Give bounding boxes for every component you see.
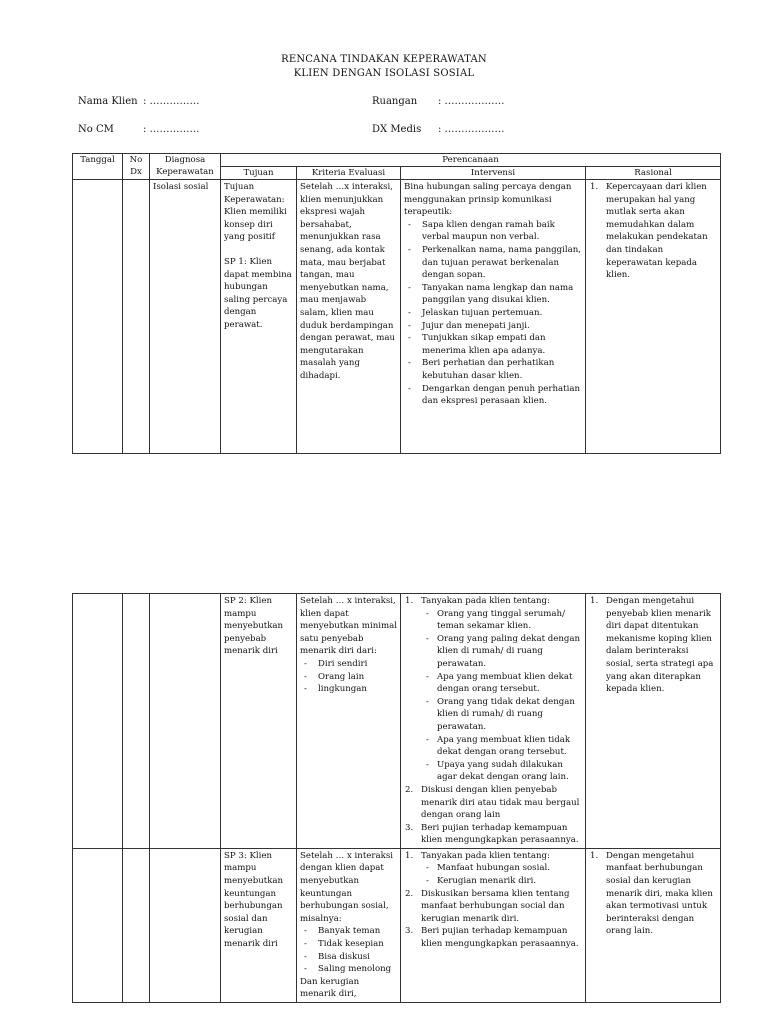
list-item: - Tanyakan nama lengkap dan nama panggilan yang disukai klien. [404, 282, 582, 307]
list-item: - Dengarkan dengan penuh perhatian dan ekspresi perasaan klien. [404, 383, 582, 408]
col-no-dx: No Dx [123, 154, 150, 180]
list-item: - Manfaat hubungan sosial. [423, 862, 582, 875]
no-cm-label: No CM [78, 124, 114, 135]
list-item: - Perkenalkan nama, nama panggilan, dan tujuan perawat berkenalan dengan sopan. [404, 244, 582, 282]
list-item: - Diri sendiri [300, 658, 397, 671]
care-plan-table-top [72, 153, 721, 454]
cell-intervensi [401, 594, 586, 849]
list-item: 3. Beri pujian terhadap kemampuan klien mengungkapkan perasaannya. [404, 925, 582, 950]
list-item: - Saling menolong [300, 963, 397, 976]
kriteria-intro: Setelah … x interaksi, klien dapat menyebutkan minimal satu penyebab menarik diri dari: [300, 596, 397, 657]
list-item: - Kerugian menarik diri. [423, 875, 582, 888]
col-intervensi: Intervensi [401, 167, 586, 180]
list-item: - Apa yang membuat klien dekat dengan orang tersebut. [423, 671, 582, 696]
tujuan-sp1: SP 1: Klien dapat membina hubungan saling percaya dengan perawat. [224, 256, 292, 330]
document-title: RENCANA TINDAKAN KEPERAWATAN [281, 54, 487, 65]
list-item: - Apa yang membuat klien tidak dekat dengan orang tersebut. [423, 734, 582, 759]
list-item: - Orang yang paling dekat dengan klien di rumah/ di ruang perawatan. [423, 633, 582, 671]
ruangan-label: Ruangan [372, 96, 418, 107]
cell-diagnosa [150, 848, 221, 1002]
list-item: - Tidak kesepian [300, 938, 397, 951]
list-item: 1. Dengan mengetahui penyebab klien menarik diri dapat ditentukan mekanisme koping klien dalam berinteraksi sosial, serta strategi apa yang akan diterapkan kepada klien. [589, 595, 717, 696]
list-item: 3. Beri pujian terhadap kemampuan klien mengungkapkan perasaannya. [404, 822, 582, 847]
cell-no-dx [123, 594, 150, 849]
list-item: - Orang lain [300, 671, 397, 684]
list-item: - Jujur dan menepati janji. [404, 320, 582, 333]
cell-no-dx [123, 180, 150, 454]
document-subtitle: KLIEN DENGAN ISOLASI SOSIAL [293, 68, 475, 79]
cell-diagnosa: Isolasi sosial [150, 180, 221, 454]
care-plan-table-bottom [72, 593, 721, 1003]
list-item: - Sapa klien dengan ramah baik verbal maupun non verbal. [404, 219, 582, 244]
no-cm-value: : …………… [143, 124, 200, 135]
cell-intervensi [401, 180, 586, 454]
list-item: 1. Kepercayaan dari klien merupakan hal yang mutlak serta akan memudahkan dalam melakukan pendekatan dan tindakan keperawatan kepada klien. [589, 181, 717, 282]
dx-medis-label: DX Medis [372, 124, 422, 135]
nama-klien-label: Nama Klien [78, 96, 138, 107]
list-item: 2. Diskusikan bersama klien tentang manfaat berhubungan social dan kerugian menarik diri. [404, 888, 582, 926]
cell-tujuan: SP 3: Klien mampu menyebutkan keuntungan berhubungan sosial dan kerugian menarik diri [221, 848, 297, 1002]
col-kriteria: Kriteria Evaluasi [297, 167, 401, 180]
tujuan-keperawatan: Tujuan Keperawatan: Klien memiliki konsep diri yang positif [224, 182, 287, 243]
cell-kriteria [297, 848, 401, 1002]
nama-klien-value: : …………… [143, 96, 200, 107]
list-item: - Tunjukkan sikap empati dan menerima klien apa adanya. [404, 332, 582, 357]
cell-rasional [586, 594, 721, 849]
list-item: - Orang yang tidak dekat dengan klien di rumah/ di ruang perawatan. [423, 696, 582, 734]
table-row [73, 594, 721, 849]
list-item: 1. Tanyakan pada klien tentang: - Manfaat hubungan sosial. - Kerugian menarik diri. [404, 850, 582, 888]
list-item: 1. Tanyakan pada klien tentang: - Orang yang tinggal serumah/ teman sekamar klien. - Orang yang paling dekat dengan klien di rumah/ di ruang perawatan. - Apa yang membuat klien dekat dengan orang tersebut. - Orang yang tidak dekat dengan klien di rumah/ di ruang perawatan. - Apa yang membuat klien tidak dekat dengan orang tersebut. - Upaya yang sudah dilakukan agar dekat dengan orang lain. [404, 595, 582, 784]
cell-tanggal [73, 180, 123, 454]
col-rasional: Rasional [586, 167, 721, 180]
list-item: - Jelaskan tujuan pertemuan. [404, 307, 582, 320]
cell-rasional [586, 180, 721, 454]
cell-kriteria [297, 594, 401, 849]
list-item: - Banyak teman [300, 925, 397, 938]
intervensi-intro: Bina hubungan saling percaya dengan menggunakan prinsip komunikasi terapeutik: [404, 182, 572, 218]
cell-no-dx [123, 848, 150, 1002]
list-item: - Bisa diskusi [300, 951, 397, 964]
list-item: - Upaya yang sudah dilakukan agar dekat dengan orang lain. [423, 759, 582, 784]
list-item: - lingkungan [300, 683, 397, 696]
cell-rasional [586, 848, 721, 1002]
cell-intervensi [401, 848, 586, 1002]
table-row [73, 848, 721, 1002]
col-perencanaan: Perencanaan [221, 154, 721, 167]
table-row [73, 180, 721, 454]
cell-kriteria: Setelah …x interaksi, klien menunjukkan ekspresi wajah bersahabat, menunjukkan rasa senang, ada kontak mata, mau berjabat tangan, mau menyebutkan nama, mau menjawab salam, klien mau duduk berdampingan dengan perawat, mau mengutarakan masalah yang dihadapi. [297, 180, 401, 454]
list-item: 2. Diskusi dengan klien penyebab menarik diri atau tidak mau bergaul dengan orang lain [404, 784, 582, 822]
cell-diagnosa [150, 594, 221, 849]
list-item: 1. Dengan mengetahui manfaat berhubungan sosial dan kerugian menarik diri, maka klien akan termotivasi untuk berinteraksi dengan orang lain. [589, 850, 717, 938]
cell-tanggal [73, 848, 123, 1002]
list-item: - Beri perhatian dan perhatikan kebutuhan dasar klien. [404, 357, 582, 382]
dx-medis-value: : ……………… [438, 124, 505, 135]
col-tujuan: Tujuan [221, 167, 297, 180]
cell-tanggal [73, 594, 123, 849]
col-diagnosa: Diagnosa Keperawatan [150, 154, 221, 180]
ruangan-value: : ……………… [438, 96, 505, 107]
kriteria-outro: Dan kerugian menarik diri, [300, 976, 360, 1000]
header-row-1 [73, 154, 721, 167]
kriteria-intro: Setelah … x interaksi dengan klien dapat menyebutkan keuntungan berhubungan sosial, misalnya: [300, 850, 393, 924]
col-tanggal: Tanggal [73, 154, 123, 180]
list-item: - Orang yang tinggal serumah/ teman sekamar klien. [423, 608, 582, 633]
cell-tujuan [221, 180, 297, 454]
cell-tujuan: SP 2: Klien mampu menyebutkan penyebab menarik diri [221, 594, 297, 849]
